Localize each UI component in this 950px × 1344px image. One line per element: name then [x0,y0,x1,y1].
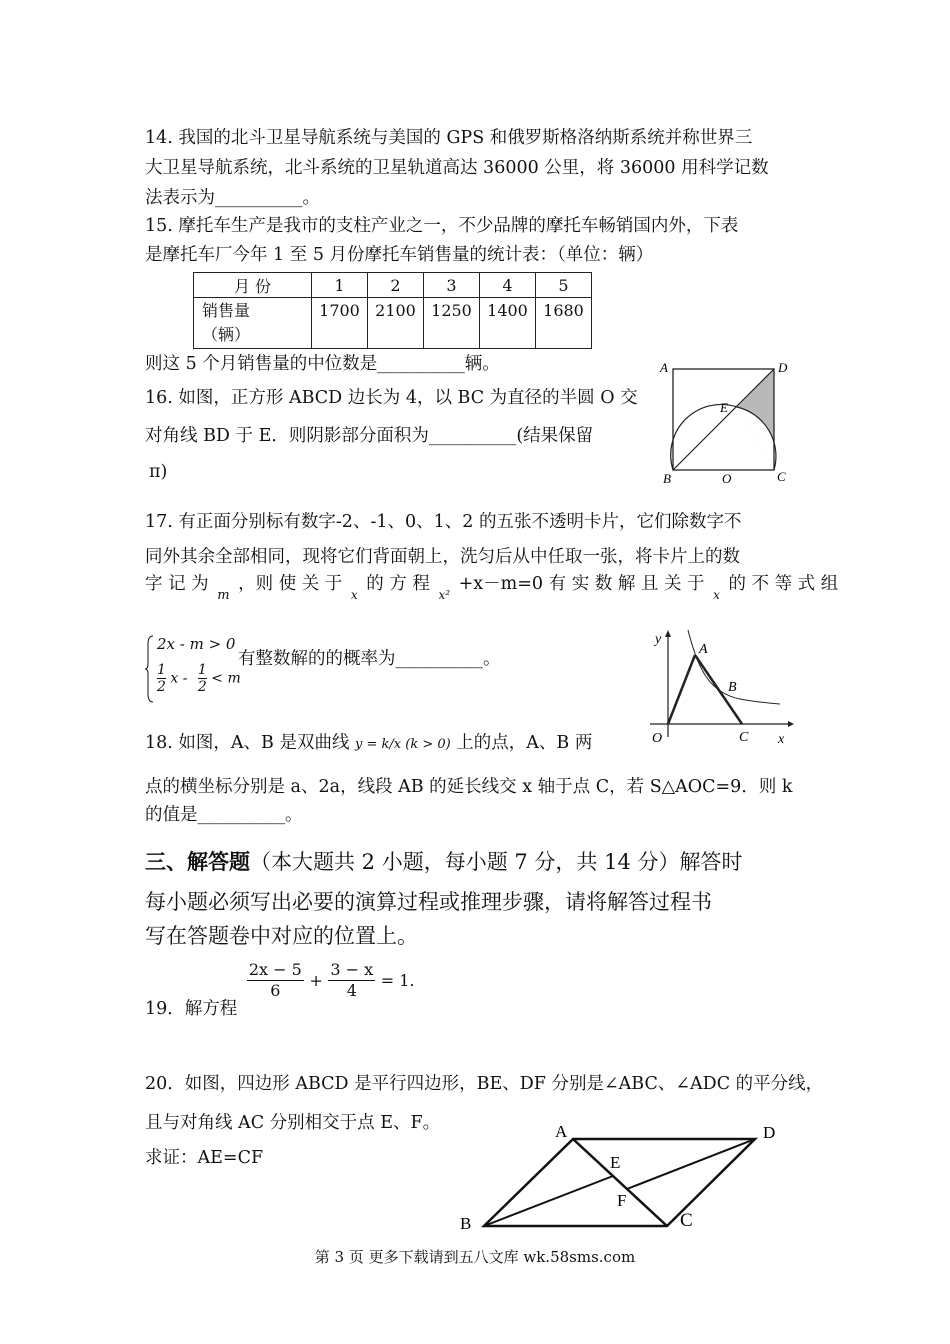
table-row [194,273,592,298]
label-f: F [617,1191,627,1210]
table-cell: 5 [536,273,592,298]
label-c: C [739,730,749,745]
page-footer: 第 3 页 更多下载请到五八文库 wk.58sms.com [314,1248,636,1266]
label-y: y [655,632,662,647]
eq-x-squared: x² [438,588,451,602]
q19-fraction-1-num: 2x − 5 [248,960,302,979]
fraction-1 [157,662,166,695]
q19-fraction-2-num: 3 − x [330,960,374,979]
hyperbola-formula: y = k/x (k > 0) [355,737,451,752]
q16-line3: π) [149,462,168,482]
section-3-intro: （本大题共 2 小题，每小题 7 分，共 14 分）解答时 [250,850,743,874]
q15-line3: 则这 5 个月销售量的中位数是__________辆。 [145,354,500,374]
inequality-2-mid: x - [170,670,188,687]
var-x-2: x [713,588,720,602]
q19-fraction-2 [328,960,375,1001]
table-cell: 2100 [368,298,424,349]
row-label-line1: 销售量 [202,301,251,320]
fraction-2-den: 2 [197,679,207,695]
q19-plus: + [309,971,323,990]
q14-line1: 14. 我国的北斗卫星导航系统与美国的 GPS 和俄罗斯格洛纳斯系统并称世界三 [145,128,753,148]
label-a: A [699,642,708,657]
q20-line3: 求证：AE=CF [145,1148,264,1168]
label-d: D [763,1123,776,1142]
q19-fraction-2-den: 4 [346,981,357,1000]
q18-line1 [145,731,592,757]
q19-rhs: = 1. [380,971,415,990]
inequality-system [145,634,240,704]
q16-line1: 16. 如图，正方形 ABCD 边长为 4，以 BC 为直径的半圆 O 交 [145,388,638,408]
label-a: A [660,360,668,375]
q19-line [145,960,415,1019]
var-x: x [350,588,358,602]
hyperbola-figure [640,625,800,750]
label-d: D [778,360,788,375]
q18-text-b: 上的点，A、B 两 [456,733,593,753]
table-cell: 1 [312,273,368,298]
table-row-label [194,298,312,349]
label-a: A [555,1122,568,1141]
label-x: x [778,732,785,747]
inequality-2-end: < m [211,670,241,687]
inequality-1: 2x - m > 0 [157,635,236,653]
row-label-line2: （辆） [202,325,251,344]
label-e: E [720,400,728,415]
q15-line2: 是摩托车厂今年 1 至 5 月份摩托车销售量的统计表：（单位：辆） [145,245,654,265]
q17-line2: 同外其余全部相同，现将它们背面朝上，洗匀后从中任取一张，将卡片上的数 [145,547,740,567]
label-b: B [728,680,737,695]
q18-line2: 点的横坐标分别是 a、2a，线段 AB 的延长线交 x 轴于点 C，若 S△AOC=9．则 k [145,777,793,797]
label-o: O [722,471,732,486]
label-c: C [680,1210,693,1231]
label-c: C [777,469,786,484]
segment-oa [668,655,695,724]
label-e: E [610,1153,621,1172]
brace-icon [145,634,155,704]
table-cell: 1400 [480,298,536,349]
q19-fraction-1-den: 6 [270,981,281,1000]
q14-line2: 大卫星导航系统，北斗系统的卫星轨道高达 36000 公里，将 36000 用科学记数 [145,158,769,178]
label-b: B [460,1214,472,1233]
inequality-2 [157,662,241,695]
q19-label: 19．解方程 [145,999,238,1019]
q16-line2: 对角线 BD 于 E．则阴影部分面积为__________(结果保留 [145,426,594,446]
q17-text-b: ，则 使 关 于 [238,574,343,594]
fraction-2 [198,662,207,695]
segment-be [484,1176,613,1226]
table-header-label: 月 份 [194,273,312,298]
section-3-line3: 写在答题卷中对应的位置上。 [145,924,418,948]
q14-line3: 法表示为__________。 [145,188,320,208]
y-axis-arrow-icon [665,630,671,637]
sales-table [193,272,592,349]
table-row [194,298,592,349]
q17-line1: 17. 有正面分别标有数字-2、-1、0、1、2 的五张不透明卡片，它们除数字不 [145,512,742,532]
fraction-2-num: 1 [197,662,207,678]
q17-text-c: 的 方 程 [366,574,430,594]
fraction-1-num: 1 [157,662,166,678]
label-b: B [663,471,671,486]
q17-text-e: 的 不 等 式 组 [728,574,839,594]
parallelogram-figure [455,1120,795,1235]
q17-line3 [145,572,839,603]
table-cell: 1700 [312,298,368,349]
section-3-line1 [145,848,743,876]
x-axis-arrow-icon [788,721,794,727]
table-cell: 1680 [536,298,592,349]
q15-line1: 15. 摩托车生产是我市的支柱产业之一，不少品牌的摩托车畅销国内外，下表 [145,216,739,236]
label-o: O [652,731,663,746]
q20-line1: 20．如图，四边形 ABCD 是平行四边形，BE、DF 分别是∠ABC、∠ADC 的平分线， [145,1074,824,1094]
q18-line3: 的值是__________。 [145,805,303,825]
q17-text-a: 字 记 为 [145,574,209,594]
q19-fraction-1 [247,960,304,1001]
square-semicircle-figure [655,355,800,490]
fraction-1-den: 2 [157,679,166,695]
q20-line2: 且与对角线 AC 分别相交于点 E、F。 [145,1113,441,1133]
table-cell: 4 [480,273,536,298]
table-cell: 1250 [424,298,480,349]
section-3-line2: 每小题必须写出必要的演算过程或推理步骤，请将解答过程书 [145,890,712,914]
q18-text-a: 18. 如图，A、B 是双曲线 [145,733,350,753]
var-m: m [217,588,230,603]
table-cell: 2 [368,273,424,298]
section-3-title: 三、解答题 [145,849,250,874]
table-cell: 3 [424,273,480,298]
q17-text-d: +x－m=0 有 实 数 解 且 关 于 [458,574,705,594]
segment-df [627,1139,755,1189]
q17-line4: 有整数解的的概率为__________。 [238,649,501,669]
